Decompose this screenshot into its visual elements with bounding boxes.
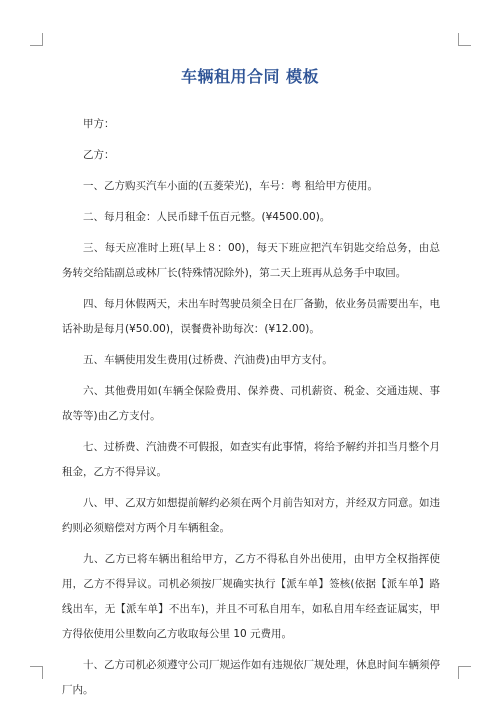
clause-6: 六、其他费用如(车辆全保险费用、保养费、司机薪资、税金、交通违规、事故等等)由乙方支付。	[62, 385, 440, 422]
clause-2: 二、每月租金：人民币肆千伍百元整。(¥4500.00)。	[83, 211, 331, 223]
crop-mark-bottom-right	[458, 666, 471, 679]
clause-9: 九、乙方已将车辆出租给甲方，乙方不得私自外出使用，由甲方全权指挥使用，乙方不得异议。司机必须按厂规确实执行【派车单】签核(依据【派车单】路线出车，无【派车单】不出车)，并且不可私自用车，如私自用车经查证属实，甲方得依使用公里数向乙方收取每公里 10 元费用。	[62, 553, 440, 640]
document-title: 车辆租用合同 模板	[180, 67, 320, 86]
clause-7: 七、过桥费、汽油费不可假报，如查实有此事情，将给予解约并扣当月整个月租金，乙方不得异议。	[62, 441, 440, 478]
clause-3: 三、每天应准时上班(早上８：00)，每天下班应把汽车钥匙交给总务，由总务转交给陆副总或林厂长(特殊情况除外)，第二天上班再从总务手中取回。	[62, 242, 440, 279]
clause-1: 一、乙方购买汽车小面的(五菱荣光)，车号：粤 租给甲方使用。	[83, 180, 379, 192]
party-a-line: 甲方：	[83, 118, 115, 130]
document-body	[62, 112, 440, 707]
party-b-line: 乙方：	[83, 149, 115, 161]
crop-mark-top-right	[458, 33, 471, 46]
clause-5: 五、车辆使用发生费用(过桥费、汽油费)由甲方支付。	[83, 354, 333, 366]
clause-4: 四、每月休假两天，未出车时驾驶员须全日在厂备勤，依业务员需要出车，电话补助是每月(¥50.00)，误餐费补助每次：(¥12.00)。	[62, 298, 440, 335]
clause-8: 八、甲、乙双方如想提前解约必须在两个月前告知对方，并经双方同意。如违约则必须赔偿对方两个月车辆租金。	[62, 497, 440, 534]
crop-mark-bottom-left	[30, 666, 43, 679]
clause-10: 十、乙方司机必须遵守公司厂规运作如有违规依厂规处理，休息时间车辆须停厂内。	[62, 659, 440, 696]
crop-mark-top-left	[30, 33, 43, 46]
